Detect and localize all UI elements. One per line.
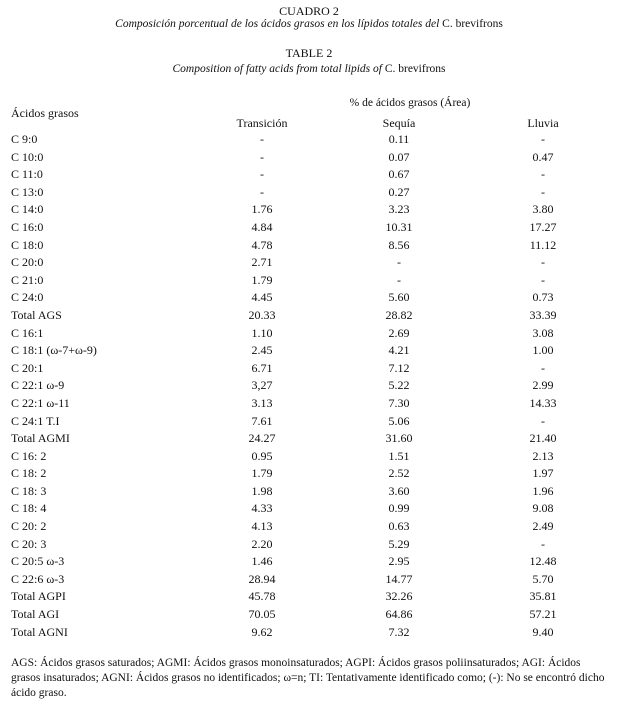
fatty-acid-label: C 20:0 — [11, 255, 44, 270]
value-sequia: - — [397, 255, 401, 270]
value-transicion: 1.79 — [251, 466, 273, 481]
subtitle-en-text: Composition of fatty acids from total lipids of — [172, 63, 385, 75]
value-transicion: 1.79 — [251, 272, 273, 287]
value-lluvia: - — [541, 272, 545, 287]
column-header-transicion: Transición — [236, 116, 288, 130]
value-sequia: 2.69 — [388, 325, 410, 340]
value-sequia: 5.60 — [388, 290, 410, 305]
fatty-acid-label: C 22:6 ω-3 — [11, 571, 65, 586]
value-sequia: 4.21 — [388, 343, 410, 358]
value-sequia: 32.26 — [385, 589, 413, 604]
value-transicion: 2.45 — [251, 343, 273, 358]
table-row — [0, 342, 618, 360]
table-row — [0, 377, 618, 395]
fatty-acid-label: C 18:0 — [11, 237, 44, 252]
table-row — [0, 395, 618, 413]
row-header: Ácidos grasos — [11, 106, 79, 120]
value-sequia: 7.30 — [388, 395, 410, 410]
value-transicion: 3,27 — [251, 378, 273, 393]
table-row — [0, 219, 618, 237]
table-row — [0, 483, 618, 501]
fatty-acid-label: Total AGMI — [11, 431, 70, 446]
value-lluvia: 17.27 — [529, 219, 557, 234]
value-transicion: 1.46 — [251, 554, 273, 569]
value-lluvia: 3.80 — [532, 202, 554, 217]
fatty-acid-label: C 16:1 — [11, 325, 44, 340]
fatty-acid-label: C 20:1 — [11, 360, 44, 375]
value-sequia: 0.63 — [388, 519, 410, 534]
table-row — [0, 518, 618, 536]
species-name-es: C. brevifrons — [442, 18, 503, 30]
fatty-acid-label: Total AGS — [11, 307, 62, 322]
value-sequia: 0.99 — [388, 501, 410, 516]
fatty-acid-label: Total AGI — [11, 607, 60, 622]
fatty-acid-label: C 13:0 — [11, 184, 44, 199]
fatty-acid-label: C 10:0 — [11, 149, 44, 164]
table-title-es: CUADRO 2 — [279, 4, 339, 18]
value-lluvia: 1.97 — [532, 466, 554, 481]
fatty-acid-label: C 16: 2 — [11, 448, 47, 463]
value-transicion: 45.78 — [248, 589, 276, 604]
value-transicion: 28.94 — [248, 571, 276, 586]
fatty-acid-label: C 21:0 — [11, 272, 44, 287]
table-subtitle-es — [0, 17, 618, 31]
value-sequia: 64.86 — [385, 607, 413, 622]
table-row — [0, 448, 618, 466]
value-lluvia: 2.49 — [532, 519, 554, 534]
value-sequia: 14.77 — [385, 571, 413, 586]
value-sequia: 2.52 — [388, 466, 410, 481]
value-transicion: 4.45 — [251, 290, 273, 305]
value-lluvia: 9.08 — [532, 501, 554, 516]
value-transicion: 2.20 — [251, 536, 273, 551]
table-row — [0, 149, 618, 167]
value-transicion: - — [260, 149, 264, 164]
value-transicion: 1.10 — [251, 325, 273, 340]
value-transicion: 2.71 — [251, 255, 273, 270]
table-title-en: TABLE 2 — [285, 46, 333, 60]
table-row — [0, 201, 618, 219]
value-sequia: 5.06 — [388, 413, 410, 428]
value-lluvia: 11.12 — [529, 237, 557, 252]
value-transicion: 6.71 — [251, 360, 273, 375]
value-transicion: 4.78 — [251, 237, 273, 252]
subtitle-es-text: Composición porcentual de los ácidos grasos en los lípidos totales del — [115, 18, 443, 30]
value-lluvia: 5.70 — [532, 571, 554, 586]
value-sequia: 3.60 — [388, 483, 410, 498]
value-lluvia: - — [541, 132, 545, 146]
value-transicion: - — [260, 132, 264, 146]
value-transicion: 20.33 — [248, 307, 276, 322]
column-header-sequia: Sequía — [382, 116, 416, 130]
table-row — [0, 272, 618, 290]
value-lluvia: 2.99 — [532, 378, 554, 393]
value-lluvia: 1.00 — [532, 343, 554, 358]
table-row — [0, 360, 618, 378]
fatty-acid-label: C 20: 3 — [11, 536, 47, 551]
value-lluvia: - — [541, 536, 545, 551]
fatty-acid-label: C 24:0 — [11, 290, 44, 305]
value-sequia: 31.60 — [385, 431, 413, 446]
value-transicion: 1.98 — [251, 483, 273, 498]
value-sequia: 0.67 — [388, 167, 410, 182]
table-row — [0, 624, 618, 642]
value-lluvia: 1.96 — [532, 483, 554, 498]
value-lluvia: 21.40 — [529, 431, 557, 446]
table-row — [0, 307, 618, 325]
value-lluvia: - — [541, 413, 545, 428]
table-row — [0, 131, 618, 149]
fatty-acid-label: C 22:1 ω-9 — [11, 378, 65, 393]
value-sequia: 5.29 — [388, 536, 410, 551]
fatty-acid-label: C 11:0 — [11, 167, 43, 182]
value-lluvia: 9.40 — [532, 624, 554, 639]
table-row — [0, 536, 618, 554]
table-row — [0, 413, 618, 431]
value-sequia: 2.95 — [388, 554, 410, 569]
table-row — [0, 606, 618, 624]
value-lluvia: 14.33 — [529, 395, 557, 410]
value-sequia: - — [397, 272, 401, 287]
value-lluvia: 0.73 — [532, 290, 554, 305]
fatty-acid-label: C 18: 4 — [11, 501, 47, 516]
fatty-acid-label: C 20:5 ω-3 — [11, 554, 65, 569]
value-transicion: 0.95 — [251, 448, 273, 463]
value-transicion: 7.61 — [251, 413, 273, 428]
value-transicion: - — [260, 167, 264, 182]
value-lluvia: 12.48 — [529, 554, 557, 569]
value-sequia: 0.07 — [388, 149, 410, 164]
value-sequia: 7.32 — [388, 624, 410, 639]
value-sequia: 7.12 — [388, 360, 410, 375]
value-lluvia: 33.39 — [529, 307, 557, 322]
column-header-lluvia: Lluvia — [527, 116, 559, 130]
fatty-acid-label: C 24:1 T.I — [11, 413, 60, 428]
fatty-acid-label: C 16:0 — [11, 219, 44, 234]
fatty-acid-label: C 18: 3 — [11, 483, 47, 498]
fatty-acid-label: C 20: 2 — [11, 519, 47, 534]
value-lluvia: 35.81 — [529, 589, 557, 604]
fatty-acid-label: Total AGNI — [11, 624, 68, 639]
value-lluvia: - — [541, 255, 545, 270]
fatty-acid-label: C 22:1 ω-11 — [11, 395, 70, 410]
table-subtitle-en — [0, 62, 618, 76]
value-transicion: - — [260, 184, 264, 199]
table-row — [0, 465, 618, 483]
table-row — [0, 325, 618, 343]
value-transicion: 24.27 — [248, 431, 276, 446]
table-row — [0, 571, 618, 589]
value-transicion: 3.13 — [251, 395, 273, 410]
fatty-acid-label: C 9:0 — [11, 132, 38, 146]
fatty-acid-label: C 18: 2 — [11, 466, 47, 481]
fatty-acid-label: C 18:1 (ω-7+ω-9) — [11, 343, 97, 358]
table-row — [0, 166, 618, 184]
table-row — [0, 553, 618, 571]
value-lluvia: - — [541, 184, 545, 199]
value-sequia: 5.22 — [388, 378, 410, 393]
value-lluvia: 0.47 — [532, 149, 554, 164]
fatty-acid-label: Total AGPI — [11, 589, 66, 604]
table-row — [0, 289, 618, 307]
fatty-acid-label: C 14:0 — [11, 202, 44, 217]
table-row — [0, 588, 618, 606]
value-sequia: 8.56 — [388, 237, 410, 252]
table-row — [0, 430, 618, 448]
value-transicion: 9.62 — [251, 624, 273, 639]
value-transicion: 4.33 — [251, 501, 273, 516]
value-lluvia: 3.08 — [532, 325, 554, 340]
value-transicion: 4.13 — [251, 519, 273, 534]
group-header: % de ácidos grasos (Área) — [349, 97, 471, 109]
value-sequia: 1.51 — [388, 448, 410, 463]
value-transicion: 1.76 — [251, 202, 273, 217]
footnote: AGS: Ácidos grasos saturados; AGMI: Ácidos grasos monoinsaturados; AGPI: Ácidos grasos poliinsaturados; AGI: Ácidos grasos insaturados; AGNI: Ácidos grasos no identificados; ω=n; TI: Tentativamente identificado como; (-): No se encontró dicho ácido graso. — [11, 657, 605, 699]
table-row — [0, 500, 618, 518]
value-lluvia: - — [541, 167, 545, 182]
value-transicion: 70.05 — [248, 607, 276, 622]
value-sequia: 28.82 — [385, 307, 413, 322]
table-row — [0, 184, 618, 202]
table-row — [0, 254, 618, 272]
table-row — [0, 237, 618, 255]
value-lluvia: 57.21 — [529, 607, 557, 622]
species-name-en: C. brevifrons — [384, 63, 446, 75]
value-transicion: 4.84 — [251, 219, 273, 234]
value-lluvia: 2.13 — [532, 448, 554, 463]
value-sequia: 0.11 — [388, 132, 410, 146]
value-sequia: 0.27 — [388, 184, 410, 199]
value-sequia: 10.31 — [385, 219, 413, 234]
value-lluvia: - — [541, 360, 545, 375]
value-sequia: 3.23 — [388, 202, 410, 217]
fatty-acid-table-body — [0, 131, 618, 641]
